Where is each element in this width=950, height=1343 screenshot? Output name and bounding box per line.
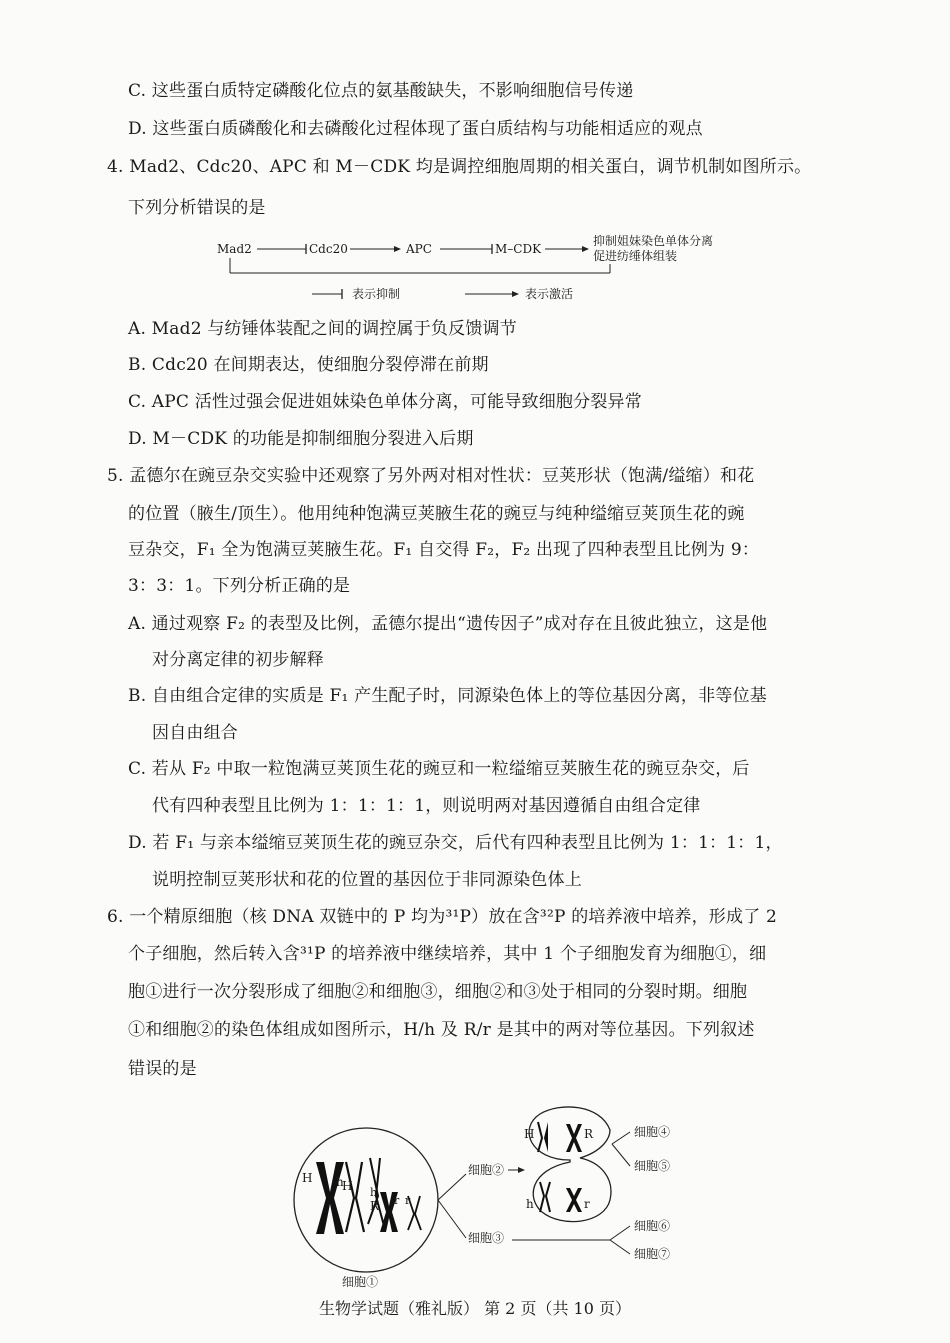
cell1-gene-r-2: r — [405, 1194, 411, 1207]
q5-option-c-line2: 代有四种表型且比例为 1：1：1：1，则说明两对基因遵循自由组合定律 — [152, 796, 701, 816]
q5-stem-line4: 3：3：1。下列分析正确的是 — [128, 576, 351, 596]
outcome-promote-spindle: 促进纺缍体组装 — [593, 249, 678, 263]
q5-option-d-line2: 说明控制豆荚形状和花的位置的基因位于非同源染色体上 — [152, 870, 582, 890]
node-apc: APC — [406, 242, 432, 256]
q5-option-c-line1: C. 若从 F₂ 中取一粒饱满豆荚顶生花的豌豆和一粒缢缩豆荚腋生花的豌豆杂交，后 — [128, 759, 750, 779]
node-mcdk: M–CDK — [495, 242, 542, 256]
regulation-diagram — [200, 228, 780, 308]
cell6-label: 细胞⑥ — [634, 1219, 671, 1233]
q6-stem-line2: 个子细胞，然后转入含³¹P 的培养液中继续培养，其中 1 个子细胞发育为细胞①，细 — [128, 944, 767, 964]
cell1-outline — [294, 1128, 438, 1272]
cell1-gene-h-1: h — [336, 1175, 344, 1189]
cell1-gene-h-3: h — [370, 1186, 378, 1199]
node-cdc20: Cdc20 — [309, 242, 348, 256]
q6-stem-line3: 胞①进行一次分裂形成了细胞②和细胞③，细胞②和③处于相同的分裂时期。细胞 — [128, 982, 748, 1002]
legend-inhibit: 表示抑制 — [352, 287, 401, 301]
q6-stem-line4: ①和细胞②的染色体组成如图所示，H/h 及 R/r 是其中的两对等位基因。下列叙述 — [128, 1020, 755, 1040]
cell1-gene-r-1: r — [394, 1194, 400, 1207]
cell5-label: 细胞⑤ — [634, 1159, 671, 1173]
q4-option-c: C. APC 活性过强会促进姐妹染色单体分离，可能导致细胞分裂异常 — [128, 392, 642, 412]
cell3-label: 细胞③ — [468, 1231, 505, 1245]
q5-stem-line3: 豆杂交，F₁ 全为饱满豆荚腋生花。F₁ 自交得 F₂，F₂ 出现了四种表型且比例为 9： — [128, 540, 760, 560]
cell7-label: 细胞⑦ — [634, 1247, 671, 1261]
q4-stem-line1: 4. Mad2、Cdc20、APC 和 M－CDK 均是调控细胞周期的相关蛋白，调节机制如图所示。 — [107, 157, 812, 177]
cell2-chromosomes — [538, 1122, 582, 1212]
node-mad2: Mad2 — [217, 242, 252, 256]
q5-stem-line2: 的位置（腋生/顶生）。他用纯种饱满豆荚腋生花的豌豆与纯种缢缩豆荚顶生花的豌 — [128, 504, 745, 524]
q5-option-b-line2: 因自由组合 — [152, 723, 238, 743]
cell2-gene-h: h — [526, 1197, 534, 1211]
cell1-gene-H-left: H — [302, 1171, 313, 1185]
cell-division-figure — [280, 1100, 720, 1290]
cell2-label: 细胞② — [468, 1163, 505, 1177]
legend-activate: 表示激活 — [525, 287, 574, 301]
q5-option-a-line2: 对分离定律的初步解释 — [152, 650, 324, 670]
q4-option-b: B. Cdc20 在间期表达，使细胞分裂停滞在前期 — [128, 355, 489, 375]
q5-option-a-line1: A. 通过观察 F₂ 的表型及比例，孟德尔提出“遗传因子”成对存在且彼此独立，这是他 — [128, 614, 768, 634]
q4-option-a: A. Mad2 与纺锤体装配之间的调控属于负反馈调节 — [128, 319, 517, 339]
q3-option-c: C. 这些蛋白质特定磷酸化位点的氨基酸缺失，不影响细胞信号传递 — [128, 81, 634, 101]
q6-stem-line5: 错误的是 — [128, 1059, 197, 1079]
q5-option-b-line1: B. 自由组合定律的实质是 F₁ 产生配子时，同源染色体上的等位基因分离，非等位基 — [128, 686, 767, 706]
cell2-gene-H: H — [524, 1127, 535, 1141]
cell1-label: 细胞① — [342, 1275, 379, 1289]
q5-stem-line1: 5. 孟德尔在豌豆杂交实验中还观察了另外两对相对性状：豆荚形状（饱满/缢缩）和花 — [107, 466, 755, 486]
q5-option-d-line1: D. 若 F₁ 与亲本缢缩豆荚顶生花的豌豆杂交，后代有四种表型且比例为 1：1：1：1， — [128, 833, 783, 853]
page-footer: 生物学试题（雅礼版） 第 2 页（共 10 页） — [319, 1299, 631, 1318]
cell2-gene-r: r — [584, 1197, 590, 1211]
q4-stem-line2: 下列分析错误的是 — [128, 198, 266, 218]
cell1-gene-H-2: H — [342, 1179, 353, 1193]
cell2-gene-R: R — [584, 1127, 594, 1141]
cell4-label: 细胞④ — [634, 1125, 671, 1139]
q3-option-d: D. 这些蛋白质磷酸化和去磷酸化过程体现了蛋白质结构与功能相适应的观点 — [128, 119, 703, 139]
cell1-gene-R: R — [370, 1199, 380, 1213]
q4-option-d: D. M－CDK 的功能是抑制细胞分裂进入后期 — [128, 429, 474, 449]
outcome-inhibit-separation: 抑制姐妹染色单体分离 — [593, 234, 714, 248]
q6-stem-line1: 6. 一个精原细胞（核 DNA 双链中的 P 均为³¹P）放在含³²P 的培养液中培养，形成了 2 — [107, 907, 778, 927]
